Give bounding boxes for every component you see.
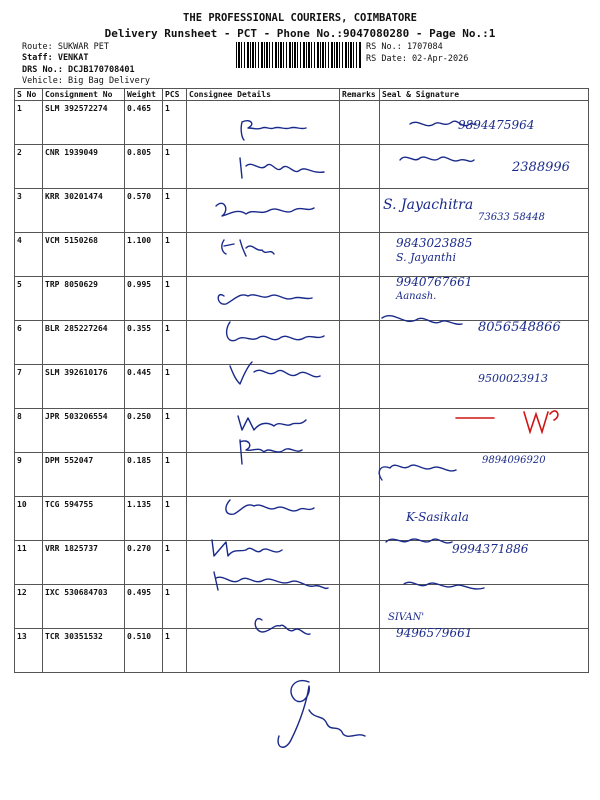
cell-sno: 11 [15, 541, 43, 585]
cell-consignment: JPR 503206554 [43, 409, 125, 453]
signature-scribble [214, 572, 328, 590]
col-consignment: Consignment No [43, 89, 125, 101]
staff-signature [265, 670, 375, 760]
signature-scribble [238, 416, 306, 430]
cell-weight: 0.250 [125, 409, 163, 453]
cell-weight: 1.135 [125, 497, 163, 541]
cell-weight: 0.185 [125, 453, 163, 497]
runsheet-title: Delivery Runsheet - PCT - Phone No.:9047080280 - Page No.:1 [104, 27, 496, 40]
r11-phone: 9994371886 [452, 542, 529, 556]
vehicle-label: Vehicle: Big Bag Delivery [22, 76, 150, 86]
r13-phone: 9496579661 [396, 626, 473, 640]
cell-pcs: 1 [163, 365, 187, 409]
r4-name: S. Jayanthi [396, 251, 456, 264]
cell-weight: 0.495 [125, 585, 163, 629]
cell-sno: 8 [15, 409, 43, 453]
cell-sno: 3 [15, 189, 43, 233]
r10-name: K-Sasikala [406, 510, 469, 524]
cell-consignment: KRR 30201474 [43, 189, 125, 233]
cell-pcs: 1 [163, 585, 187, 629]
r5-phone: 9940767661 [396, 275, 473, 289]
route-label: Route: SUKWAR PET [22, 42, 109, 52]
r4-phone: 9843023885 [396, 236, 473, 250]
signature-scribble [212, 540, 282, 556]
signature-scribble [216, 203, 314, 216]
cell-consignment: TRP 8050629 [43, 277, 125, 321]
cell-sno: 12 [15, 585, 43, 629]
company-title: THE PROFESSIONAL COURIERS, COIMBATORE [183, 12, 417, 24]
cell-consignment: IXC 530684703 [43, 585, 125, 629]
cell-pcs: 1 [163, 321, 187, 365]
signature-scribble [241, 121, 306, 140]
signature-scribble [255, 619, 310, 635]
cell-weight: 0.805 [125, 145, 163, 189]
r6-phone: 8056548866 [478, 320, 561, 335]
signature-scribble [226, 500, 314, 514]
cell-consignment: CNR 1939049 [43, 145, 125, 189]
cell-sno: 5 [15, 277, 43, 321]
col-pcs: PCS [163, 89, 187, 101]
cell-consignment: DPM 552047 [43, 453, 125, 497]
col-seal-signature: Seal & Signature [380, 89, 589, 101]
signature-scribble [386, 539, 452, 543]
cell-sno: 4 [15, 233, 43, 277]
cell-consignment: SLM 392610176 [43, 365, 125, 409]
signature-scribble [379, 465, 456, 480]
signature-scribble [240, 158, 324, 178]
col-weight: Weight [125, 89, 163, 101]
barcode [236, 42, 361, 68]
signature-scribble [222, 240, 274, 256]
signature-scribble [227, 322, 324, 341]
cell-weight: 0.570 [125, 189, 163, 233]
col-remarks: Remarks [340, 89, 380, 101]
cell-consignment: SLM 392572274 [43, 101, 125, 145]
r1-phone: 9894475964 [458, 118, 535, 132]
cell-sno: 13 [15, 629, 43, 673]
cell-sno: 2 [15, 145, 43, 189]
signature-scribble [400, 157, 474, 161]
r2-phone: 2388996 [512, 160, 570, 175]
rs-date: RS Date: 02-Apr-2026 [366, 54, 469, 64]
cell-weight: 0.445 [125, 365, 163, 409]
staff-label: Staff: VENKAT [22, 53, 89, 63]
cell-weight: 1.100 [125, 233, 163, 277]
cell-sno: 1 [15, 101, 43, 145]
cell-weight: 0.995 [125, 277, 163, 321]
cell-consignment: TCR 30351532 [43, 629, 125, 673]
signature-scribble [382, 316, 462, 325]
signature-scribble [218, 295, 312, 305]
cell-pcs: 1 [163, 453, 187, 497]
cell-pcs: 1 [163, 233, 187, 277]
consignee-signatures [190, 100, 340, 660]
cell-sno: 7 [15, 365, 43, 409]
cell-pcs: 1 [163, 145, 187, 189]
cell-pcs: 1 [163, 101, 187, 145]
r3-phone: 73633 58448 [478, 212, 545, 223]
cell-consignment: BLR 285227264 [43, 321, 125, 365]
r3-name: S. Jayachitra [383, 197, 474, 213]
cell-weight: 0.465 [125, 101, 163, 145]
cell-pcs: 1 [163, 189, 187, 233]
cell-consignment: VRR 1825737 [43, 541, 125, 585]
cell-consignment: VCM 5150268 [43, 233, 125, 277]
r9-phone: 9894096920 [482, 455, 546, 466]
cell-pcs: 1 [163, 629, 187, 673]
cell-pcs: 1 [163, 497, 187, 541]
r13-name: SIVAN' [388, 612, 425, 623]
cell-sno: 10 [15, 497, 43, 541]
drs-number: DRS No.: DCJB170708401 [22, 65, 135, 75]
scan-edge-marks [30, 790, 570, 794]
signature-scribble [230, 362, 320, 384]
stamp-mark-red [456, 411, 558, 432]
cell-weight: 0.270 [125, 541, 163, 585]
cell-sno: 6 [15, 321, 43, 365]
signature-scribble [240, 440, 302, 464]
cell-sno: 9 [15, 453, 43, 497]
col-consignee: Consignee Details [187, 89, 340, 101]
cell-pcs: 1 [163, 277, 187, 321]
table-header-row [15, 89, 589, 101]
cell-weight: 0.355 [125, 321, 163, 365]
signature-scribble [404, 582, 484, 589]
r5-name: Aanash. [396, 291, 437, 302]
cell-pcs: 1 [163, 541, 187, 585]
cell-weight: 0.510 [125, 629, 163, 673]
rs-number: RS No.: 1707084 [366, 42, 443, 52]
cell-consignment: TCG 594755 [43, 497, 125, 541]
r7-phone: 9500023913 [478, 372, 548, 385]
cell-pcs: 1 [163, 409, 187, 453]
col-sno: S No [15, 89, 43, 101]
